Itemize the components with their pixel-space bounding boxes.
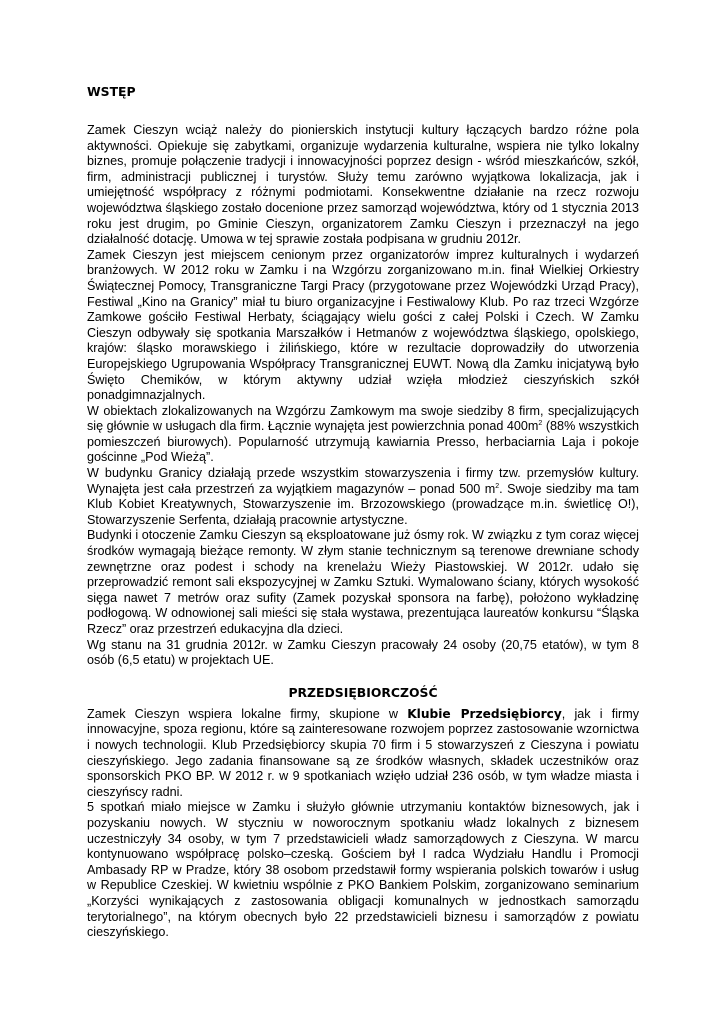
text-run: (88% wszystkich pomieszczeń biurowych). Popularność utrzymują kawiarnia Presso, herbaciarnia Laja i pokoje gościnne „Pod Wieżą”.	[87, 419, 639, 465]
superscript: 2	[538, 420, 543, 428]
paragraph	[87, 707, 639, 801]
paragraph: Zamek Cieszyn jest miejscem cenionym przez organizatorów imprez kulturalnych i wydarzeń branżowych. W 2012 roku w Zamku i na Wzgórzu zorganizowano m.in. finał Wielkiej Orkiestry Świątecznej Pomocy, Transgraniczne Targi Pracy (przygotowane przez Wojewódzki Urząd Pracy), Festiwal „Kino na Granicy” miał tu biuro organizacyjne i Festiwalowy Klub. Po raz trzeci Wzgórze Zamkowe gościło Festiwal Herbaty, ściągający wielu gości z całej Polski i Czech. W Zamku Cieszyn odbywały się spotkania Marszałków i Hetmanów z województwa śląskiego, opolskiego, krajów: śląsko morawskiego i żilińskiego, które w rezultacie doprowadziły do utworzenia Europejskiego Ugrupowania Współpracy Transgranicznej EUWT. Nową dla Zamku inicjatywą było Święto Chemików, w którym aktywny udział wzięła młodzież cieszyńskich szkół ponadgimnazjalnych.	[87, 247, 639, 403]
text-run: , jak i firmy innowacyjne, spoza regionu, które są zainteresowane rozwojem poprzez zastosowanie wzornictwa i nowych technologii. Klub Przedsiębiorcy skupia 70 firm i 5 stowarzyszeń z Cieszyna i powiatu cieszyńskiego. Jego zadania finansowane są ze środków własnych, składek uczestników oraz sponsorskich PKO BP. W 2012 r. w 9 spotkaniach wzięło udział 236 osób, w tym władze miasta i cieszyńscy radni.	[87, 706, 639, 799]
paragraph: Zamek Cieszyn wciąż należy do pionierskich instytucji kultury łączących bardzo różne pola aktywności. Opiekuje się zabytkami, organizuje wydarzenia kulturalne, wspiera nie tylko lokalny biznes, promuje połączenie tradycji i innowacyjności poprzez design - wśród mieszkańców, szkół, firm, administracji publicznej i turystów. Służy temu zarówno wyjątkowa lokalizacja, jak i umiejętność współpracy z różnymi podmiotami. Konsekwentne działanie na rzecz rozwoju województwa śląskiego zostało docenione przez samorząd województwa, który od 1 stycznia 2013 roku jest drugim, po Gminie Cieszyn, organizatorem Zamku Cieszyn i przeznaczył na jego działalność dotację. Umowa w tej sprawie została podpisana w grudniu 2012r.	[87, 123, 639, 247]
paragraph: Budynki i otoczenie Zamku Cieszyn są eksploatowane już ósmy rok. W związku z tym coraz więcej środków wymagają bieżące remonty. W złym stanie technicznym są terenowe drewniane schody zewnętrzne oraz podest i schody na krenelażu Wieży Piastowskiej. W 2012r. udało się przeprowadzić remont sali ekspozycyjnej w Zamku Sztuki. Wymalowano ściany, których wysokość sięga nawet 7 metrów oraz sufity (Zamek pozyskał sponsora na farbę), położono wykładzinę podłogową. W odnowionej sali mieści się stała wystawa, prezentująca laureatów konkursu “Śląska Rzecz” oraz przestrzeń edukacyjna dla dzieci.	[87, 528, 639, 636]
section-heading-przedsiebiorczosc: PRZEDSIĘBIORCZOŚĆ	[288, 684, 438, 700]
document-page	[87, 84, 639, 941]
paragraph	[87, 466, 639, 528]
section-heading-wstep: WSTĘP	[87, 84, 136, 99]
text-run: W budynku Granicy działają przede wszystkim stowarzyszenia i firmy tzw. przemysłów kultury. Wynajęta jest cała przestrzeń za wyjątkiem magazynów – ponad 500 m	[87, 466, 639, 496]
text-run: . Swoje siedziby ma tam Klub Kobiet Kreatywnych, Stowarzyszenie im. Brzozowskiego (prowadzące m.in. świetlicę O!), Stowarzyszenie Serfenta, działają pracownie artystyczne.	[87, 481, 639, 527]
bold-term: Klubie Przedsiębiorcy	[407, 706, 562, 721]
paragraph	[87, 404, 639, 466]
paragraph: Wg stanu na 31 grudnia 2012r. w Zamku Cieszyn pracowały 24 osoby (20,75 etatów), w tym 8 osób (6,5 etatu) w projektach UE.	[87, 637, 639, 668]
text-run: Zamek Cieszyn wspiera lokalne firmy, skupione w	[87, 706, 408, 721]
paragraph: 5 spotkań miało miejsce w Zamku i służyło głównie utrzymaniu kontaktów biznesowych, jak i pozyskaniu nowych. W styczniu w noworocznym spotkaniu władz lokalnych z biznesem uczestniczyły 34 osoby, w tym 7 przedstawicieli władz samorządowych z Cieszyna. W marcu kontynuowano współpracę polsko–czeską. Gościem był I radca Wydziału Handlu i Promocji Ambasady RP w Pradze, który 38 osobom przedstawił formy wspierania polskich towarów i usług w Republice Czeskiej. W kwietniu wspólnie z PKO Bankiem Polskim, zorganizowano seminarium „Korzyści wynikających z zastosowania obligacji komunalnych w jednostkach samorządu terytorialnego”, na którym obecnych było 22 przedstawicieli biznesu i samorządów z powiatu cieszyńskiego.	[87, 800, 639, 940]
superscript: 2	[495, 482, 500, 490]
text-run: W obiektach zlokalizowanych na Wzgórzu Zamkowym ma swoje siedziby 8 firm, specjalizujących się głównie w usługach dla firm. Łącznie wynajęta jest powierzchnia ponad 400m	[87, 403, 639, 434]
